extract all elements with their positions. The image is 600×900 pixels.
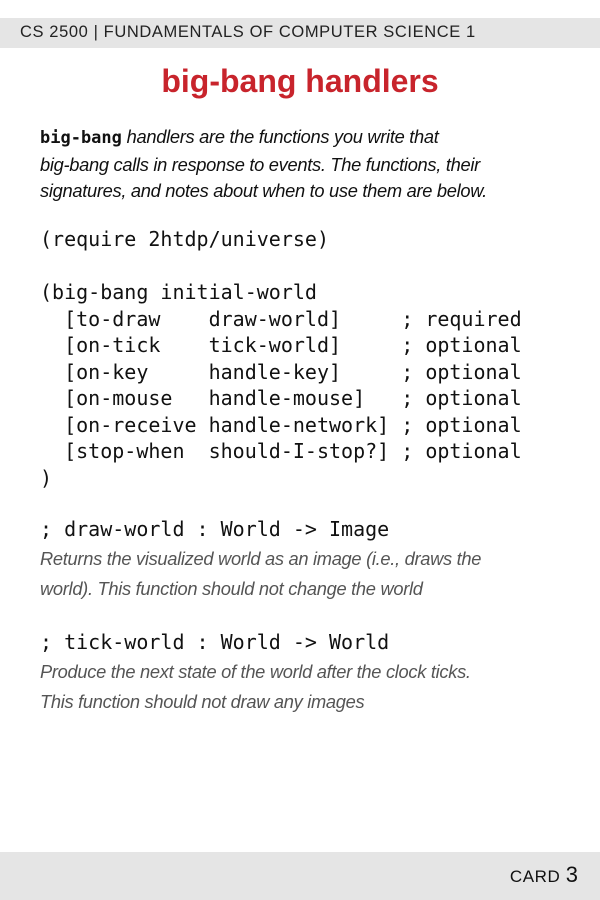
card-number: 3: [565, 862, 578, 887]
intro-line-1: [40, 124, 570, 152]
description-line: This function should not draw any images: [40, 690, 365, 712]
intro-line-1-rest: handlers are the functions you write that: [121, 126, 439, 147]
signature-line: ; draw-world : World -> Image: [40, 517, 390, 541]
require-line: (require 2htdp/universe): [40, 227, 329, 251]
draw-world-signature: [40, 516, 389, 543]
require-code: [40, 226, 329, 253]
intro-keyword: big-bang: [40, 128, 122, 148]
page-title: big-bang handlers: [161, 63, 439, 99]
code-line: [on-key handle-key] ; optional: [40, 359, 522, 384]
code-line: [on-receive handle-network] ; optional: [40, 412, 522, 437]
intro-line-3: signatures, and notes about when to use them are below.: [40, 180, 487, 201]
card-label-text: CARD: [509, 867, 561, 886]
signature-line: ; tick-world : World -> World: [40, 630, 390, 654]
big-bang-code-block: [40, 279, 522, 491]
code-line: [stop-when should-I-stop?] ; optional: [40, 439, 522, 463]
card-label: [510, 862, 578, 888]
description-line: world). This function should not change the world: [40, 577, 423, 599]
description-line: Returns the visualized world as an image (i.e., draws the: [40, 548, 482, 569]
header-bar: [0, 18, 600, 48]
intro-paragraph: [40, 124, 570, 205]
tick-world-signature: [40, 629, 389, 656]
draw-world-description: [40, 544, 570, 603]
tick-world-description: [40, 657, 570, 716]
code-line: (big-bang initial-world: [40, 280, 317, 304]
code-line: [on-mouse handle-mouse] ; optional: [40, 386, 522, 410]
description-line: Produce the next state of the world after the clock ticks.: [40, 661, 471, 682]
footer-bar: [0, 852, 600, 900]
code-line: ): [40, 465, 53, 490]
code-line: [to-draw draw-world] ; required: [40, 306, 522, 331]
intro-line-2: big-bang calls in response to events. The functions, their: [40, 153, 480, 175]
code-line: [on-tick tick-world] ; optional: [40, 333, 522, 357]
course-title: CS 2500 | FUNDAMENTALS OF COMPUTER SCIENCE 1: [20, 23, 476, 41]
